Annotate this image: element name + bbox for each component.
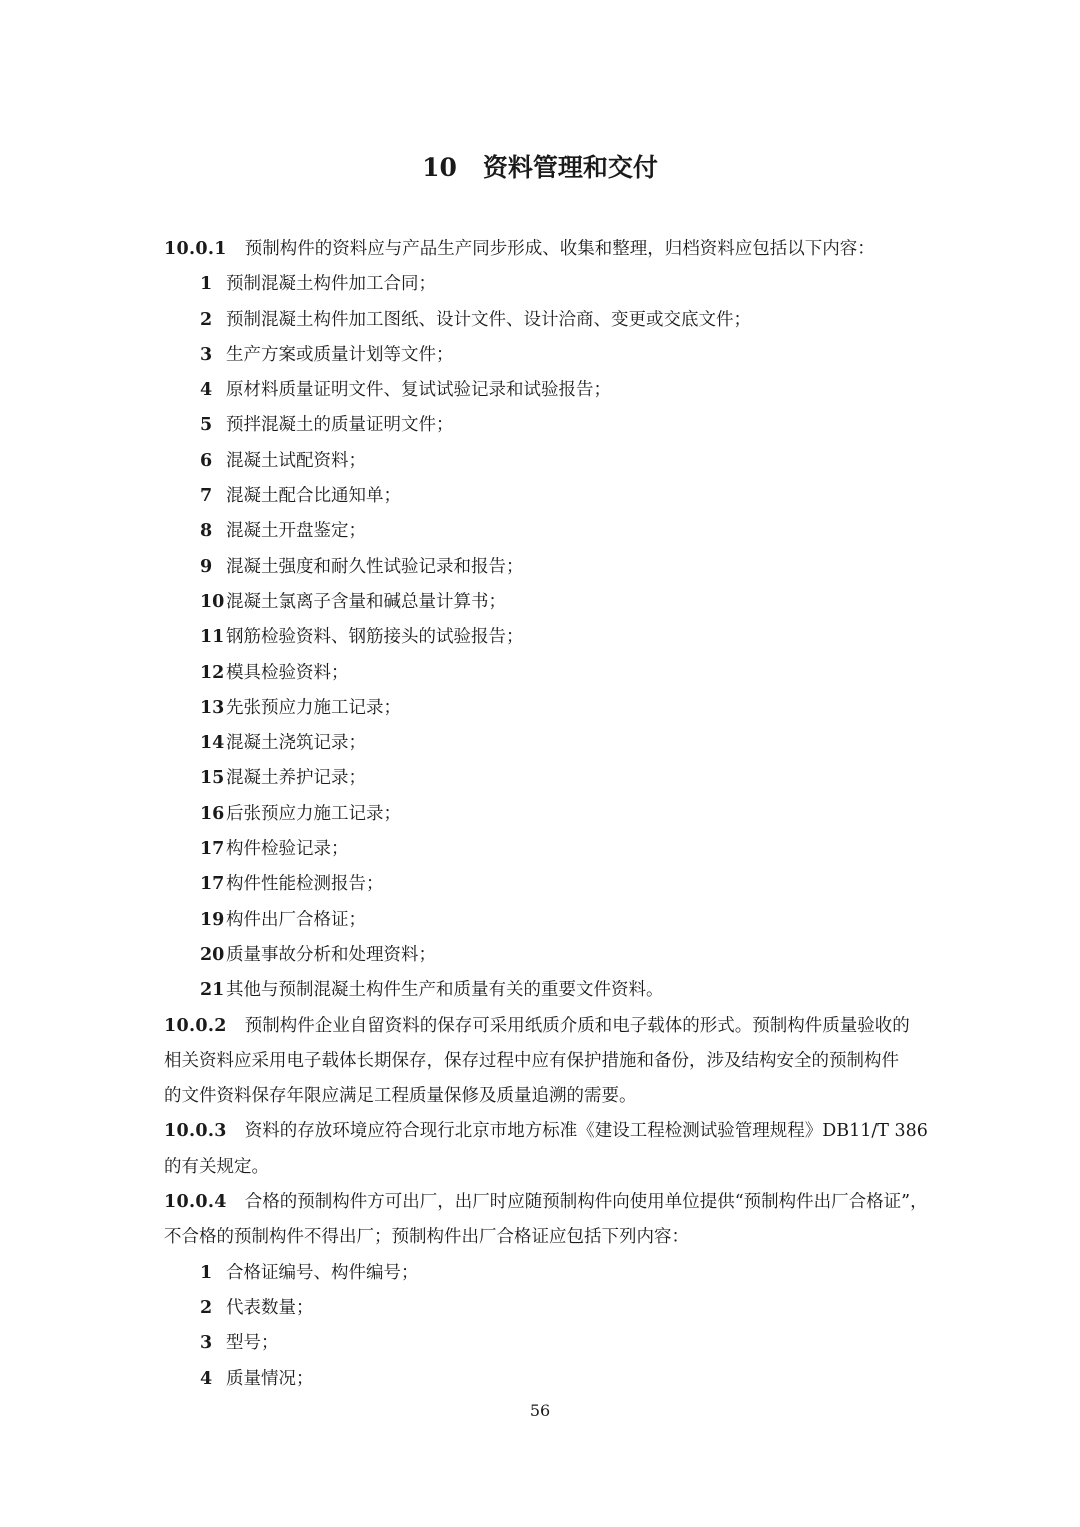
list-item (164, 656, 916, 691)
clause-10-0-2 (164, 1009, 916, 1115)
list-item (164, 832, 916, 867)
clause-10-0-1 (164, 232, 916, 267)
list-item-text: 混凝土试配资料； (226, 450, 366, 471)
list-item-number: 11 (200, 627, 225, 648)
list-item-text: 混凝土强度和耐久性试验记录和报告； (226, 556, 524, 577)
list-item-text: 其他与预制混凝土构件生产和质量有关的重要文件资料。 (226, 980, 664, 1001)
list-item (164, 550, 916, 585)
list-item-number: 12 (200, 662, 225, 683)
clause-text: 合格的预制构件方可出厂，出厂时应随预制构件向使用单位提供“预制构件出厂合格证”， (244, 1192, 928, 1213)
clause-10-0-4 (164, 1185, 928, 1256)
chapter-title (0, 150, 1080, 186)
list-item-text: 生产方案或质量计划等文件； (226, 344, 454, 365)
list-item-number: 2 (200, 1297, 213, 1318)
list-item (164, 1256, 916, 1291)
list-item-text: 预制混凝土构件加工合同； (226, 274, 436, 295)
list-item-text: 型号； (226, 1333, 279, 1354)
list-item (164, 903, 916, 938)
list-item-number: 8 (200, 521, 213, 542)
paragraph-line: 的有关规定。 (164, 1156, 269, 1177)
list-item-number: 17 (200, 874, 225, 895)
list-item-text: 后张预应力施工记录； (226, 803, 401, 824)
list-item (164, 1362, 916, 1397)
list-item (164, 1326, 916, 1361)
chapter-title-text: 资料管理和交付 (482, 153, 658, 182)
list-item-text: 构件出厂合格证； (226, 909, 366, 930)
clause-10-0-1-list (164, 267, 916, 1008)
list-item-number: 1 (200, 274, 213, 295)
list-item (164, 444, 916, 479)
paragraph-line (164, 1009, 916, 1044)
clause-number: 10.0.2 (164, 1015, 227, 1036)
list-item-number: 5 (200, 415, 213, 436)
list-item-text: 构件性能检测报告； (226, 874, 384, 895)
list-item-text: 混凝土浇筑记录； (226, 733, 366, 754)
clause-text: 预制构件企业自留资料的保存可采用纸质介质和电子载体的形式。预制构件质量验收的 (244, 1015, 910, 1036)
list-item-number: 15 (200, 768, 225, 789)
list-item-text: 合格证编号、构件编号； (226, 1262, 419, 1283)
list-item (164, 338, 916, 373)
list-item-number: 19 (200, 909, 225, 930)
paragraph-line: 不合格的预制构件不得出厂；预制构件出厂合格证应包括下列内容： (164, 1227, 689, 1248)
list-item-text: 代表数量； (226, 1297, 314, 1318)
list-item (164, 761, 916, 796)
list-item-number: 10 (200, 591, 225, 612)
paragraph-line (164, 1185, 928, 1220)
clause-text: 预制构件的资料应与产品生产同步形成、收集和整理，归档资料应包括以下内容： (244, 239, 875, 259)
list-item-number: 4 (200, 380, 213, 401)
clause-number: 10.0.1 (164, 239, 227, 259)
list-item (164, 938, 916, 973)
list-item-number: 6 (200, 450, 213, 471)
paragraph-line (164, 1114, 928, 1149)
list-item (164, 620, 916, 655)
list-item-number: 2 (200, 309, 213, 330)
list-item (164, 797, 916, 832)
list-item (164, 303, 916, 338)
clause-10-0-4-list (164, 1256, 916, 1397)
chapter-number: 10 (422, 153, 457, 182)
list-item-number: 21 (200, 980, 225, 1001)
paragraph-line: 的文件资料保存年限应满足工程质量保修及质量追溯的需要。 (164, 1086, 637, 1107)
list-item (164, 585, 916, 620)
list-item-text: 预制混凝土构件加工图纸、设计文件、设计洽商、变更或交底文件； (226, 309, 751, 330)
clause-text: 资料的存放环境应符合现行北京市地方标准《建设工程检测试验管理规程》DB11/T 386 (244, 1121, 928, 1142)
list-item-text: 模具检验资料； (226, 662, 349, 683)
list-item-text: 原材料质量证明文件、复试试验记录和试验报告； (226, 380, 611, 401)
list-item-number: 1 (200, 1262, 213, 1283)
list-item-text: 混凝土开盘鉴定； (226, 521, 366, 542)
list-item-text: 先张预应力施工记录； (226, 697, 401, 718)
list-item (164, 867, 916, 902)
list-item-number: 13 (200, 697, 225, 718)
paragraph-line: 相关资料应采用电子载体长期保存，保存过程中应有保护措施和备份，涉及结构安全的预制构件 (164, 1050, 899, 1071)
list-item (164, 726, 916, 761)
list-item-number: 7 (200, 486, 213, 507)
list-item-number: 3 (200, 344, 213, 365)
list-item (164, 973, 916, 1008)
clause-number: 10.0.3 (164, 1121, 227, 1142)
clause-number: 10.0.4 (164, 1192, 227, 1213)
clause-10-0-3 (164, 1114, 928, 1185)
list-item-number: 16 (200, 803, 225, 824)
list-item-number: 17 (200, 839, 225, 860)
list-item (164, 514, 916, 549)
list-item-text: 混凝土养护记录； (226, 768, 366, 789)
list-item-number: 9 (200, 556, 213, 577)
list-item-number: 3 (200, 1333, 213, 1354)
list-item (164, 1291, 916, 1326)
list-item-text: 质量情况； (226, 1368, 314, 1389)
list-item-text: 预拌混凝土的质量证明文件； (226, 415, 454, 436)
list-item-text: 钢筋检验资料、钢筋接头的试验报告； (226, 627, 524, 648)
list-item-number: 14 (200, 733, 225, 754)
list-item (164, 479, 916, 514)
list-item-text: 混凝土氯离子含量和碱总量计算书； (226, 591, 506, 612)
list-item-text: 混凝土配合比通知单； (226, 486, 401, 507)
list-item (164, 267, 916, 302)
page-number: 56 (529, 1401, 551, 1420)
list-item-number: 20 (200, 944, 225, 965)
document-body (164, 232, 928, 1397)
list-item-text: 质量事故分析和处理资料； (226, 944, 436, 965)
list-item-number: 4 (200, 1368, 213, 1389)
list-item-text: 构件检验记录； (226, 839, 349, 860)
list-item (164, 373, 916, 408)
list-item (164, 691, 916, 726)
list-item (164, 408, 916, 443)
